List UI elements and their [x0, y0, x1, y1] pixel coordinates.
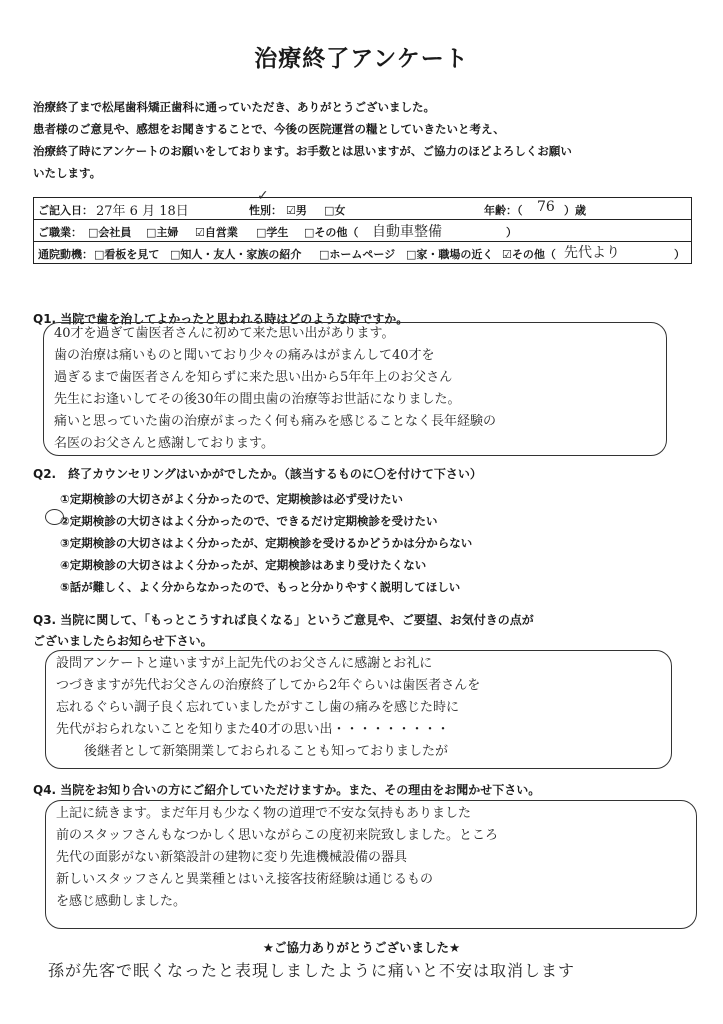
job-other-value[interactable]: 自動車整備: [372, 224, 442, 240]
job-option-other[interactable]: □その他（: [304, 226, 359, 239]
q4-answer-line: 新しいスタッフさんと異業種とはいえ接客技術経験は通じるもの: [56, 872, 434, 887]
job-label: ご職業：: [38, 226, 82, 239]
job-option-selfemployed[interactable]: ☑自営業: [195, 226, 238, 239]
q2-option-1[interactable]: ①定期検診の大切さがよく分かったので、定期検診は必ず受けたい: [60, 492, 404, 506]
info-row-motive: [34, 242, 691, 263]
motive-option-nearby[interactable]: □家・職場の近く: [406, 248, 494, 261]
q4-answer-line: 前のスタッフさんもなつかしく思いながらこの度初来院致しました。ところ: [56, 828, 499, 843]
info-table: [33, 197, 692, 264]
age-label: 年齢：（: [484, 204, 523, 217]
page-title: 治療終了アンケート: [254, 46, 469, 72]
job-close: ）: [506, 226, 517, 239]
q4-answer-line: 先代の面影がない新築設計の建物に変り先進機械設備の器具: [56, 850, 408, 865]
intro-line: 患者様のご意見や、感想をお聞きすることで、今後の医院運営の糧としていきたいと考え、: [33, 122, 505, 136]
q3-answer-line: 設問アンケートと違いますが上記先代のお父さんに感謝とお礼に: [56, 656, 433, 671]
final-handwritten-note: 孫が先客で眠くなったと表現しましたように痛いと不安は取消します: [48, 961, 576, 980]
gender-label: 性別：: [249, 204, 282, 217]
q4-answer-box[interactable]: [45, 800, 697, 929]
q1-answer-line: 痛いと思っていた歯の治療がまったく何も痛みを感じることなく長年経験の: [54, 414, 497, 429]
q2-question: Q2. 終了カウンセリングはいかがでしたか。（該当するものに〇を付けて下さい）: [33, 467, 482, 481]
intro-line: 治療終了時にアンケートのお願いをしております。お手数とは思いますが、ご協力のほどよろしくお願い: [33, 144, 572, 158]
gender-female-checkbox[interactable]: □女: [324, 204, 346, 217]
date-label: ご記入日：: [38, 204, 93, 217]
q2-option-3[interactable]: ③定期検診の大切さはよく分かったが、定期検診を受けるかどうかは分からない: [60, 536, 473, 550]
motive-option-sign[interactable]: □看板を見て: [94, 248, 160, 261]
q3-answer-line: 忘れるぐらい調子良く忘れていましたがすこし歯の痛みを感じた時に: [56, 700, 460, 715]
intro-text: [33, 96, 693, 184]
info-row-job: [34, 220, 691, 242]
q4-question: Q4. 当院をお知り合いの方にご紹介していただけますか。また、その理由をお聞かせ下さい。: [33, 783, 541, 797]
q3-answer-line: 後継者として新築開業しておられることも知っておりましたが: [84, 744, 449, 759]
q1-answer-line: 過ぎるまで歯医者さんを知らずに来た思い出から5年年上のお父さん: [54, 370, 453, 385]
q3-answer-line: つづきますが先代お父さんの治療終了してから2年ぐらいは歯医者さんを: [56, 678, 481, 693]
q1-answer-line: 先生にお逢いしてその後30年の間虫歯の治療等お世話になりました。: [54, 392, 461, 407]
motive-other-value[interactable]: 先代より: [564, 245, 620, 261]
q2-option-4[interactable]: ④定期検診の大切さはよく分かったが、定期検診はあまり受けたくない: [60, 558, 427, 572]
q1-answer-line: 名医のお父さんと感謝しております。: [54, 436, 274, 451]
q3-question-line: Q3. 当院に関して、「もっとこうすれば良くなる」というご意見や、ご要望、お気付きの点が: [33, 613, 534, 627]
thanks-message: ★ご協力ありがとうございました★: [262, 940, 461, 955]
q1-answer-box[interactable]: [43, 322, 667, 456]
check-mark-icon: ✓: [257, 188, 269, 204]
motive-option-referral[interactable]: □知人・友人・家族の紹介: [170, 248, 302, 261]
intro-line: 治療終了まで松尾歯科矯正歯科に通っていただき、ありがとうございました。: [33, 100, 436, 114]
q2-option-2[interactable]: ②定期検診の大切さはよく分かったので、できるだけ定期検診を受けたい: [60, 514, 438, 528]
q1-question: Q1. 当院で歯を治してよかったと思われる時はどのような時ですか。: [33, 312, 409, 326]
q2-options: [60, 488, 472, 598]
motive-option-homepage[interactable]: □ホームページ: [319, 248, 396, 261]
q3-answer-line: 先代がおられないことを知りまた40才の思い出・・・・・・・・・: [56, 722, 450, 737]
job-option-housewife[interactable]: □主婦: [146, 226, 179, 239]
motive-option-other[interactable]: ☑その他（: [502, 248, 556, 261]
job-option-employee[interactable]: □会社員: [88, 226, 132, 239]
motive-close: ）: [674, 248, 685, 261]
motive-label: 通院動機：: [38, 248, 93, 261]
age-suffix: ）歳: [564, 204, 586, 217]
q2-option-5[interactable]: ⑤話が難しく、よく分からなかったので、もっと分かりやすく説明してほしい: [60, 580, 461, 594]
info-row-date: [34, 198, 691, 220]
q3-answer-box[interactable]: [45, 650, 672, 769]
gender-male-checkbox[interactable]: ☑男: [286, 204, 307, 217]
age-value[interactable]: 76: [537, 199, 555, 215]
q4-answer-line: を感じ感動しました。: [56, 894, 187, 909]
q1-answer-line: 40才を過ぎて歯医者さんに初めて来た思い出があります。: [54, 326, 395, 341]
date-value[interactable]: 27年 6 月 18日: [96, 204, 189, 219]
q3-question-line: ございましたらお知らせ下さい。: [33, 634, 213, 648]
job-option-student[interactable]: □学生: [256, 226, 289, 239]
intro-line: いたします。: [33, 166, 102, 180]
q1-answer-line: 歯の治療は痛いものと聞いており少々の痛みはがまんして40才を: [54, 348, 435, 363]
q4-answer-line: 上記に続きます。まだ年月も少なく物の道理で不安な気持もありました: [56, 806, 471, 821]
